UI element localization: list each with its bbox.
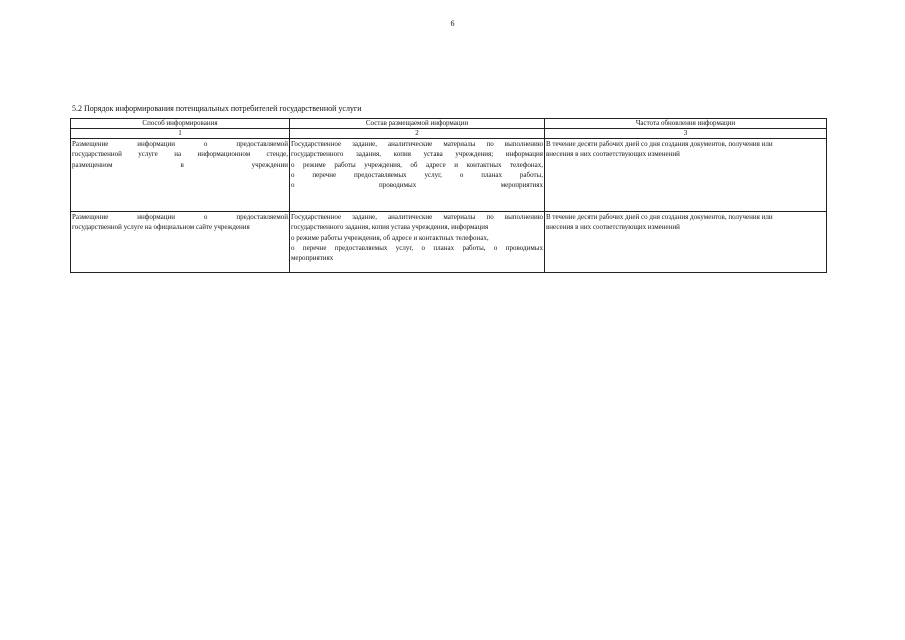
method-line: Размещение информации о предоставляемой — [72, 213, 288, 221]
informing-table — [70, 118, 827, 273]
header-content: Состав размещаемой информации — [290, 119, 545, 129]
method-line: размещенном в учреждении — [72, 160, 288, 169]
method-line: государственной услуге на официальном сайте учреждения — [72, 223, 250, 232]
content-bullet-line: о проводимых мероприятиях — [291, 181, 543, 190]
content-line: мероприятиях — [291, 254, 334, 263]
frequency-line: внесения в них соответствующих изменений — [546, 150, 680, 159]
content-line: о режиме работы учреждения, об адресе и контактных телефонах, — [291, 233, 489, 242]
method-line: Размещение информации о предоставляемой — [72, 140, 288, 148]
content-line: государственного задания, копия устава учреждения; информация — [291, 150, 543, 159]
section-title: 5.2 Порядок информирования потенциальных потребителей государственной услуги — [72, 104, 362, 113]
table-row — [71, 212, 827, 273]
header-row — [71, 119, 827, 129]
content-line: Государственное задание, аналитические материалы по выполнению — [291, 213, 543, 221]
frequency-line: В течение десяти рабочих дней со дня создания документов, получения или — [546, 140, 773, 148]
content-bullet-line: о перечне предоставляемых услуг, о планах работы, — [291, 170, 543, 179]
table-row — [71, 139, 827, 212]
frequency-line: внесения в них соответствующих изменений — [546, 223, 680, 232]
column-number-1: 1 — [71, 129, 290, 139]
header-frequency: Частота обновления информации — [545, 119, 827, 129]
content-cell — [290, 212, 545, 273]
content-line: о перечне предоставляемых услуг, о планах работы, о проводимых — [291, 243, 543, 252]
frequency-cell — [545, 212, 827, 273]
method-line: государственной услуге на информационном стенде, — [72, 150, 288, 159]
content-bullet-line: о режиме работы учреждения, об адресе и контактных телефонах, — [291, 160, 543, 169]
frequency-line: В течение десяти рабочих дней со дня создания документов, получения или — [546, 213, 773, 221]
column-number-3: 3 — [545, 129, 827, 139]
header-method: Способ информирования — [71, 119, 290, 129]
content-line: Государственное задание, аналитические материалы по выполнению — [291, 140, 543, 148]
content-cell — [290, 139, 545, 212]
page-number: 6 — [450, 19, 455, 28]
column-number-2: 2 — [290, 129, 545, 139]
method-cell — [71, 139, 290, 212]
column-number-row — [71, 129, 827, 139]
method-cell — [71, 212, 290, 273]
frequency-cell — [545, 139, 827, 212]
content-line: государственного задания, копия устава учреждения, информация — [291, 223, 489, 232]
